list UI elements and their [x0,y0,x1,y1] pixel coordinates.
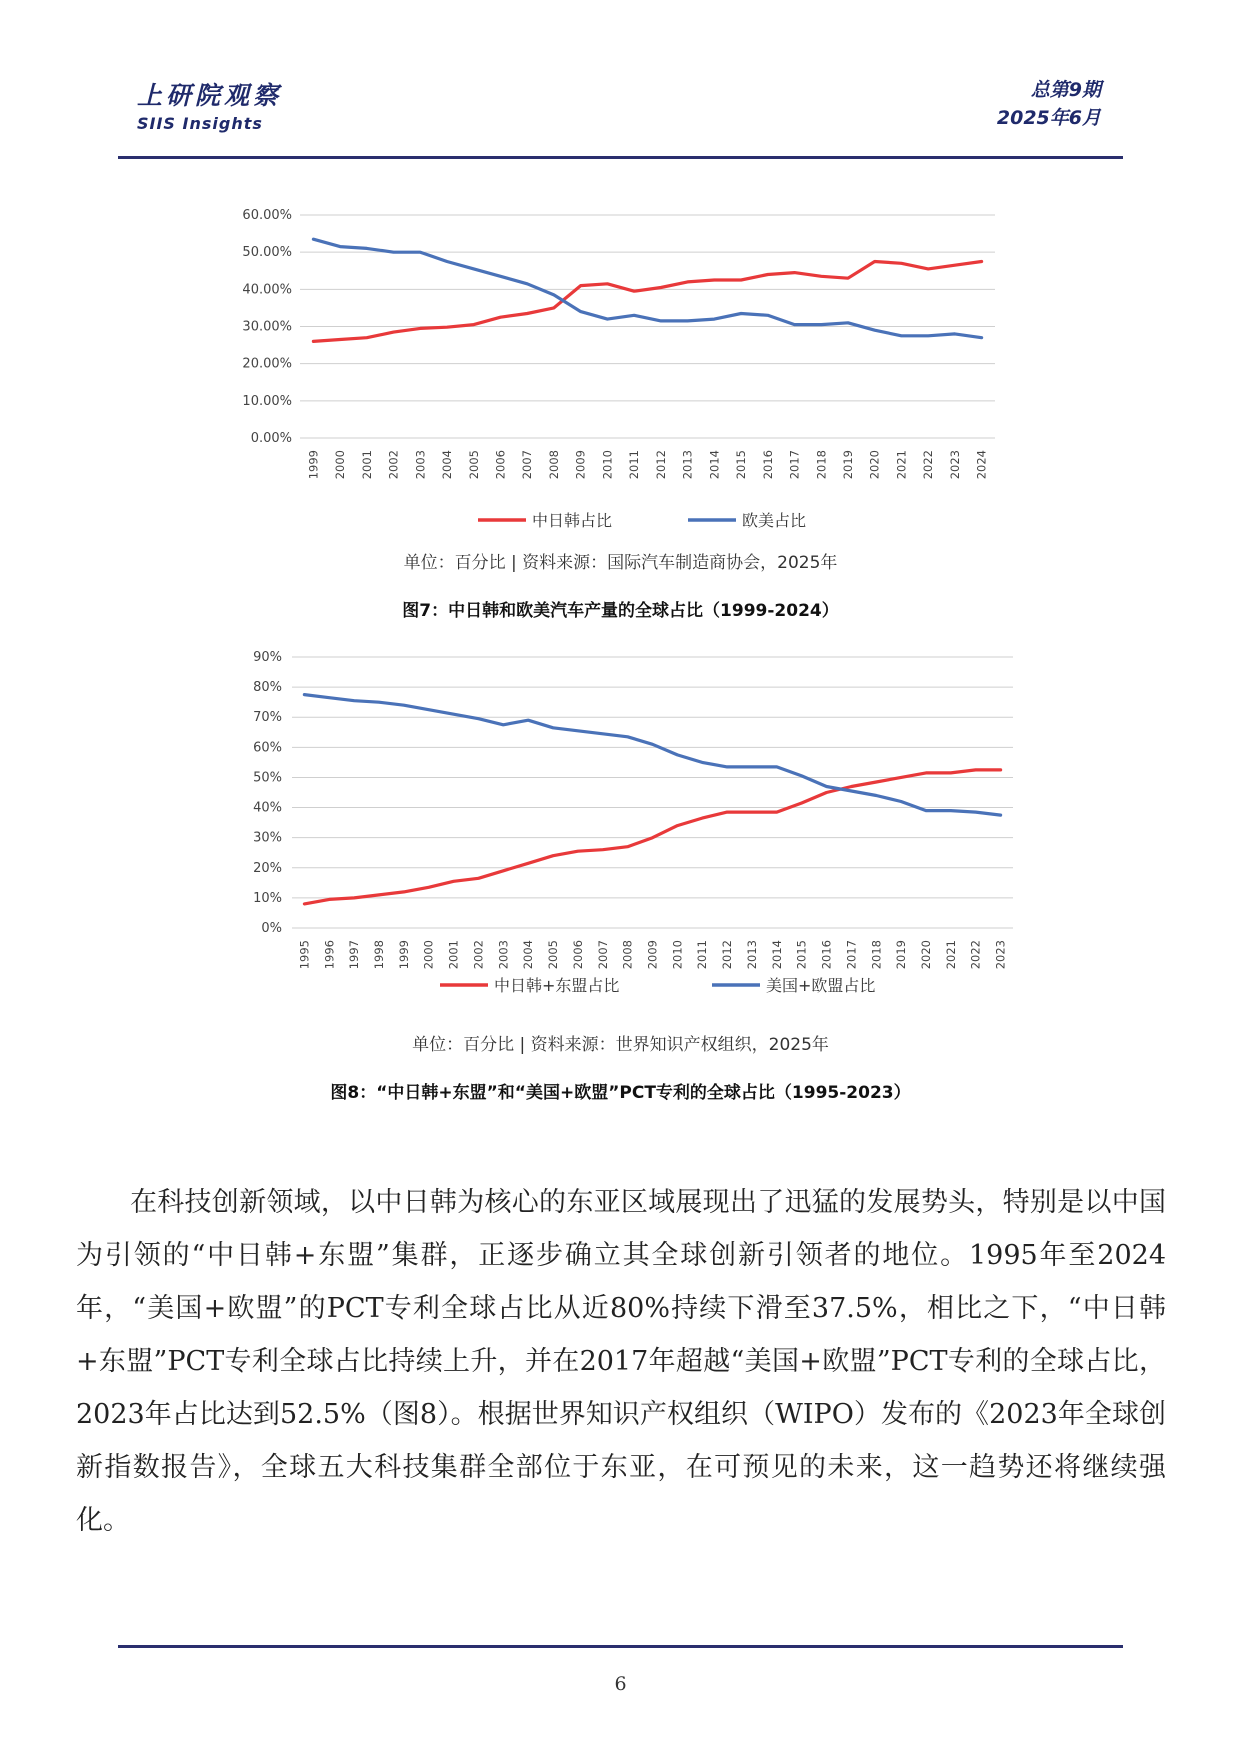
x-tick-label: 2010 [600,450,615,480]
x-tick-label: 1997 [347,940,362,970]
figure7-caption: 单位：百分比 | 资料来源：国际汽车制造商协会，2025年 [403,553,838,573]
x-tick-label: 2001 [446,940,461,970]
x-tick-label: 2015 [794,940,809,970]
x-tick-label: 2012 [720,940,735,970]
x-tick-label: 2011 [627,450,642,480]
x-tick-label: 2020 [867,450,882,480]
y-tick-label: 20% [253,860,282,876]
x-tick-label: 1998 [372,940,387,970]
y-tick-label: 80% [253,680,282,696]
journal-title-cn: 上研院观察 [137,81,283,110]
figure8-caption: 单位：百分比 | 资料来源：世界知识产权组织，2025年 [412,1035,829,1055]
y-tick-label: 60% [253,740,282,756]
page-number: 6 [614,1673,627,1695]
y-tick-label: 50.00% [242,245,292,261]
x-tick-label: 2014 [769,940,784,970]
x-tick-label: 2012 [653,450,668,480]
x-tick-label: 2024 [974,450,989,480]
series-line-2 [304,695,1000,816]
body-paragraph: 在科技创新领域，以中日韩为核心的东亚区域展现出了迅猛的发展势头，特别是以中国为引领的“中日韩+东盟”集群，正逐步确立其全球创新引领者的地位。1995年至2024年，“美国+欧盟”的PCT专利全球占比从近80%持续下滑至37.5%，相比之下，“中日韩+东盟”PCT专利全球占比持续上升，并在2017年超越“美国+欧盟”PCT专利的全球占比，2023年占比达到52.5%（图8）。根据世界知识产权组织（WIPO）发布的《2023年全球创新指数报告》，全球五大科技集群全部位于东亚，在可预见的未来，这一趋势还将继续强化。 [76,1187,1166,1536]
x-tick-label: 2022 [968,940,983,970]
y-tick-label: 0.00% [250,431,292,446]
x-tick-label: 2017 [844,940,859,970]
x-tick-label: 2011 [695,940,710,970]
x-tick-label: 2016 [819,940,834,970]
x-tick-label: 2006 [493,450,508,480]
x-tick-label: 2016 [760,450,775,480]
x-tick-label: 2000 [421,940,436,970]
y-tick-label: 20.00% [242,356,292,372]
x-tick-label: 2008 [620,940,635,970]
x-tick-label: 2023 [947,450,962,480]
x-tick-label: 2013 [744,940,759,970]
y-tick-label: 0% [261,921,282,936]
x-tick-label: 1996 [322,940,337,970]
footer-rule [118,1645,1123,1648]
y-tick-label: 40.00% [242,282,292,298]
x-tick-label: 2004 [440,450,455,480]
legend-label: 美国+欧盟占比 [766,976,876,995]
series-line-1 [313,262,981,342]
x-tick-label: 2009 [573,450,588,480]
x-tick-label: 2019 [840,450,855,480]
x-tick-label: 2014 [707,450,722,480]
issue-date: 2025年6月 [996,107,1101,129]
figure7-chart [0,195,1241,545]
legend-label: 中日韩占比 [532,511,613,530]
x-tick-label: 2006 [570,940,585,970]
x-tick-label: 2009 [645,940,660,970]
y-tick-label: 50% [253,770,282,786]
figure7-title: 图7：中日韩和欧美汽车产量的全球占比（1999-2024） [402,601,839,621]
x-tick-label: 2015 [734,450,749,480]
y-tick-label: 90% [253,650,282,665]
x-tick-label: 2002 [386,450,401,480]
x-tick-label: 2001 [359,450,374,480]
figure8-chart [0,640,1241,1000]
x-tick-label: 2007 [520,450,535,480]
y-tick-label: 30.00% [242,319,292,335]
x-tick-label: 2007 [595,940,610,970]
x-tick-label: 2018 [814,450,829,480]
x-tick-label: 2013 [680,450,695,480]
legend-label: 中日韩+东盟占比 [494,976,620,995]
x-tick-label: 2000 [333,450,348,480]
x-tick-label: 2004 [521,940,536,970]
x-tick-label: 2021 [894,450,909,480]
y-tick-label: 70% [253,710,282,726]
x-tick-label: 2002 [471,940,486,970]
x-tick-label: 1995 [297,940,312,970]
x-tick-label: 2008 [546,450,561,480]
figure8-title: 图8：“中日韩+东盟”和“美国+欧盟”PCT专利的全球占比（1995-2023） [330,1083,911,1103]
x-tick-label: 2005 [546,940,561,970]
x-tick-label: 2003 [413,450,428,480]
y-tick-label: 30% [253,830,282,846]
journal-masthead [137,76,282,133]
y-tick-label: 10% [253,890,282,906]
series-line-1 [304,770,1000,904]
x-tick-label: 1999 [396,940,411,970]
x-tick-label: 2005 [466,450,481,480]
issue-number: 总第9期 [1030,79,1101,101]
journal-title-en: SIIS Insights [137,114,263,133]
x-tick-label: 1999 [306,450,321,480]
y-tick-label: 60.00% [242,208,292,223]
x-tick-label: 2017 [787,450,802,480]
legend-label: 欧美占比 [742,511,807,530]
x-tick-label: 2020 [918,940,933,970]
x-tick-label: 2010 [670,940,685,970]
x-tick-label: 2003 [496,940,511,970]
x-tick-label: 2023 [993,940,1008,970]
x-tick-label: 2021 [943,940,958,970]
y-tick-label: 40% [253,800,282,816]
x-tick-label: 2022 [921,450,936,480]
issue-info [997,76,1101,132]
header-rule [118,156,1123,159]
y-tick-label: 10.00% [242,393,292,409]
x-tick-label: 2019 [894,940,909,970]
x-tick-label: 2018 [869,940,884,970]
